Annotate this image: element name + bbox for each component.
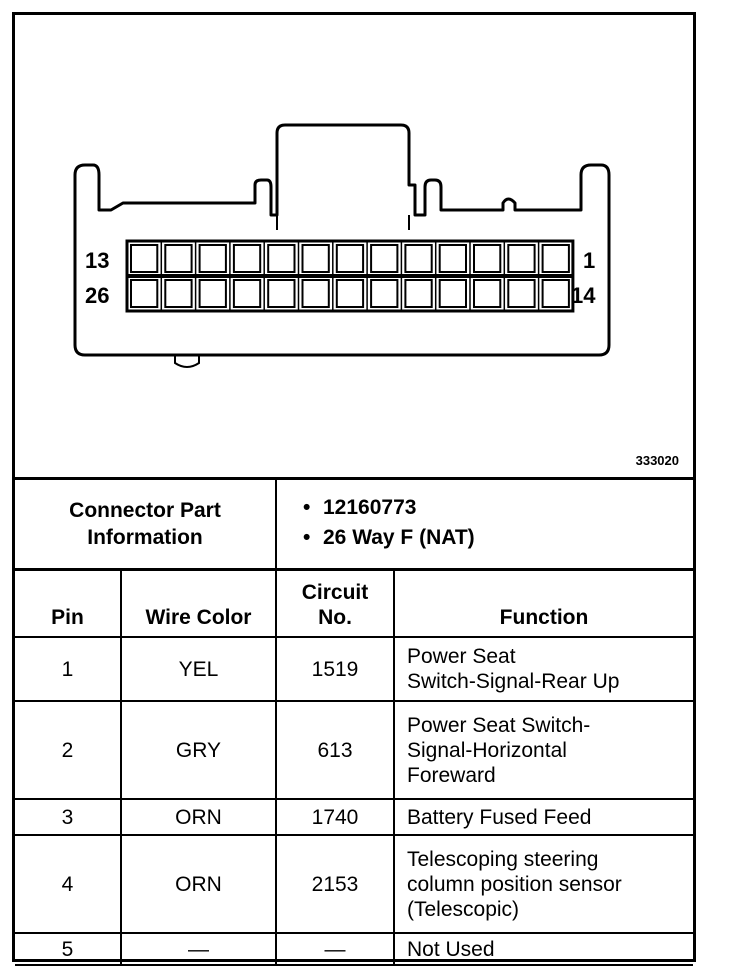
wire-color-cell: GRY: [121, 701, 276, 799]
pin-cavity: [371, 280, 397, 307]
pin-assignment-table: [15, 571, 693, 966]
header-circuit-no: Circuit No.: [276, 571, 394, 637]
table-row: [15, 701, 693, 799]
pin-cavity: [200, 245, 226, 272]
table-row: [15, 835, 693, 933]
pin-cavity: [131, 245, 157, 272]
pin-cavity: [371, 245, 397, 272]
pin-cavity: [440, 280, 466, 307]
part-number: • 12160773: [323, 493, 693, 523]
circuit-cell: 1519: [276, 637, 394, 701]
pin-cavity: [337, 245, 363, 272]
connector-latch: [277, 215, 409, 230]
figure-id: 333020: [635, 453, 679, 468]
pin-cell: 1: [15, 637, 121, 701]
pin-cavity: [165, 245, 191, 272]
circuit-cell: —: [276, 933, 394, 965]
connector-part-info: [15, 477, 693, 571]
header-pin: Pin: [15, 571, 121, 637]
table-header-row: [15, 571, 693, 637]
pin-cavity: [440, 245, 466, 272]
circuit-cell: 2153: [276, 835, 394, 933]
pin-cell: 2: [15, 701, 121, 799]
pin-cavity: [234, 245, 260, 272]
connector-sheet: [12, 12, 696, 962]
pin-cell: 5: [15, 933, 121, 965]
function-cell: Not Used: [394, 933, 693, 965]
pin-cavity: [405, 280, 431, 307]
connector-key: [175, 355, 199, 367]
pin-cavity: [303, 245, 329, 272]
pin-cavity: [268, 245, 294, 272]
pin-cavity: [234, 280, 260, 307]
pin-label-14: 14: [571, 283, 596, 308]
pin-cavity-grid: [127, 241, 573, 311]
connector-part-info-values: [277, 480, 693, 568]
function-cell: Telescoping steering column position sensor (Telescopic): [394, 835, 693, 933]
pin-cavity: [508, 245, 534, 272]
header-function: Function: [394, 571, 693, 637]
wire-color-cell: —: [121, 933, 276, 965]
wire-color-cell: YEL: [121, 637, 276, 701]
pin-cavity: [508, 280, 534, 307]
connector-part-info-label: Connector Part Information: [15, 480, 277, 568]
connector-diagram: [15, 15, 693, 477]
pin-cavity: [165, 280, 191, 307]
pin-cavity: [543, 245, 569, 272]
pin-cell: 3: [15, 799, 121, 835]
pin-label-26: 26: [85, 283, 110, 308]
pin-cavity: [200, 280, 226, 307]
pin-cavity: [543, 280, 569, 307]
pin-cavity: [474, 245, 500, 272]
connector-type: • 26 Way F (NAT): [323, 523, 693, 553]
function-cell: Power Seat Switch- Signal-Horizontal Foreward: [394, 701, 693, 799]
pin-cell: 4: [15, 835, 121, 933]
function-cell: Battery Fused Feed: [394, 799, 693, 835]
circuit-cell: 613: [276, 701, 394, 799]
table-row: [15, 637, 693, 701]
function-cell: Power Seat Switch-Signal-Rear Up: [394, 637, 693, 701]
pin-cavity: [337, 280, 363, 307]
pin-cavity: [268, 280, 294, 307]
header-wire-color: Wire Color: [121, 571, 276, 637]
table-row: [15, 933, 693, 965]
pin-cavity: [131, 280, 157, 307]
circuit-cell: 1740: [276, 799, 394, 835]
connector-outline-drawing: [15, 15, 693, 477]
pin-cavity: [474, 280, 500, 307]
wire-color-cell: ORN: [121, 835, 276, 933]
pin-cavity: [405, 245, 431, 272]
pin-label-1: 1: [583, 248, 596, 273]
pin-cavity: [303, 280, 329, 307]
wire-color-cell: ORN: [121, 799, 276, 835]
table-row: [15, 799, 693, 835]
pin-label-13: 13: [85, 248, 110, 273]
